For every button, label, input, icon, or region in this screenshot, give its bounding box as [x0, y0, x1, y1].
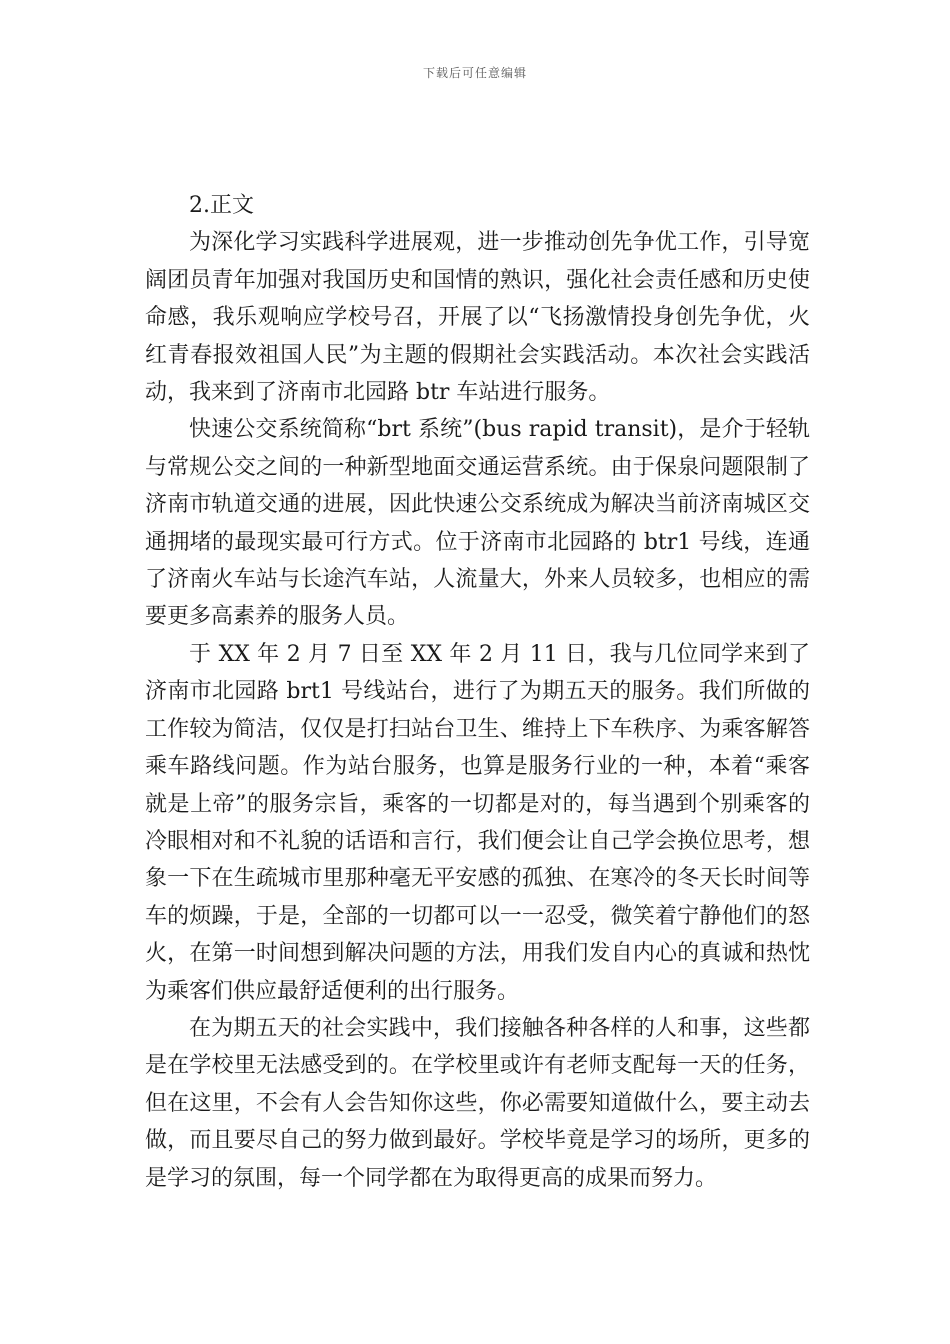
document-body — [145, 187, 810, 1197]
paragraph-service-work: 于 XX 年 2 月 7 日至 XX 年 2 月 11 日，我与几位同学来到了济南市北园路 brt1 号线站台，进行了为期五天的服务。我们所做的工作较为简洁，仅仅是打扫站台卫生、维持上下车秩序、为乘客解答乘车路线问题。作为站台服务，也算是服务行业的一种，本着“乘客就是上帝”的服务宗旨，乘客的一切都是对的，每当遇到个别乘客的冷眼相对和不礼貌的话语和言行，我们便会让自己学会换位思考，想象一下在生疏城市里那种毫无平安感的孤独、在寒冷的冬天长时间等车的烦躁，于是，全部的一切都可以一一忍受，微笑着宁静他们的怒火，在第一时间想到解决问题的方法，用我们发自内心的真诚和热忱为乘客们供应最舒适便利的出行服务。 — [145, 641, 810, 1004]
page-header-note: 下载后可任意编辑 — [422, 66, 527, 80]
paragraph-intro: 为深化学习实践科学进展观，进一步推动创先争优工作，引导宽阔团员青年加强对我国历史和国情的熟识，强化社会责任感和历史使命感，我乐观响应学校号召，开展了以“飞扬激情投身创先争优，火红青春报效祖国人民”为主题的假期社会实践活动。本次社会实践活动，我来到了济南市北园路 btr 车站进行服务。 — [145, 230, 810, 406]
paragraph-reflection: 在为期五天的社会实践中，我们接触各种各样的人和事，这些都是在学校里无法感受到的。在学校里或许有老师支配每一天的任务，但在这里，不会有人会告知你这些，你必需要知道做什么，要主动去做，而且要尽自己的努力做到最好。学校毕竟是学习的场所，更多的是学习的氛围，每一个同学都在为取得更高的成果而努力。 — [145, 1015, 810, 1191]
paragraph-brt-system: 快速公交系统简称“brt 系统”(bus rapid transit)，是介于轻轨与常规公交之间的一种新型地面交通运营系统。由于保泉问题限制了济南市轨道交通的进展，因此快速公交系统成为解决当前济南城区交通拥堵的最现实最可行方式。位于济南市北园路的 btr1 号线，连通了济南火车站与长途汽车站，人流量大，外来人员较多，也相应的需要更多高素养的服务人员。 — [145, 417, 810, 630]
section-title: 2.正文 — [189, 193, 254, 218]
